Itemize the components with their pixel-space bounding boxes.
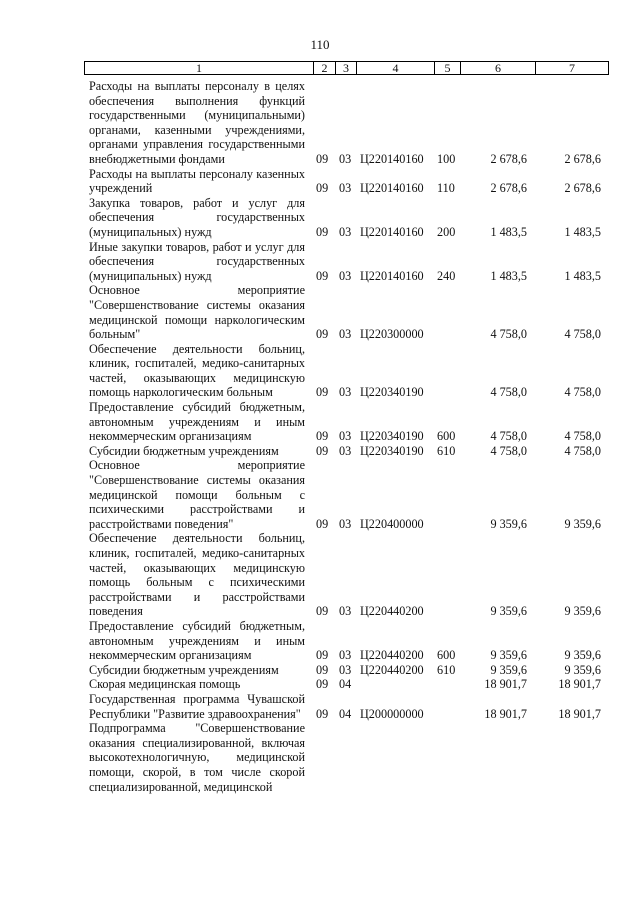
row-sum-2: 18 901,7 (558, 677, 601, 692)
row-section: 09 (316, 662, 329, 677)
row-sum-2: 1 483,5 (564, 268, 601, 283)
table-row (0, 240, 640, 284)
row-expense-type: 100 (437, 151, 456, 166)
row-subsection: 03 (339, 181, 352, 196)
row-section: 09 (316, 677, 329, 692)
header-col-3: 3 (335, 61, 356, 75)
row-subsection: 03 (339, 516, 352, 531)
row-subsection: 03 (339, 648, 352, 663)
row-sum-1: 9 359,6 (490, 516, 527, 531)
row-name: Подпрограмма "Совершенствование оказания специализированной, включая высокотехнологичную, медицинской помощи, скорой, в том числе скорой специализированной, медицинской (89, 721, 305, 794)
row-name: Государственная программа Чувашской Республики "Развитие здравоохранения" (89, 691, 305, 721)
row-name: Субсидии бюджетным учреждениям (89, 662, 279, 677)
row-sum-1: 18 901,7 (484, 677, 527, 692)
row-name: Предоставление субсидий бюджетным, автономным учреждениям и иным некоммерческим организациям (89, 400, 305, 444)
table-row (0, 458, 640, 531)
page-number: 110 (310, 37, 330, 52)
row-sum-1: 9 359,6 (490, 648, 527, 663)
row-sum-1: 4 758,0 (490, 443, 527, 458)
row-section: 09 (316, 224, 329, 239)
header-col-6: 6 (460, 61, 535, 75)
row-sum-1: 9 359,6 (490, 662, 527, 677)
row-sum-1: 4 758,0 (490, 327, 527, 342)
row-section: 09 (316, 443, 329, 458)
row-sum-1: 2 678,6 (490, 181, 527, 196)
header-col-4: 4 (356, 61, 434, 75)
row-section: 09 (316, 706, 329, 721)
row-subsection: 03 (339, 224, 352, 239)
row-subsection: 03 (339, 429, 352, 444)
row-sum-2: 4 758,0 (564, 327, 601, 342)
row-sum-2: 2 678,6 (564, 151, 601, 166)
row-target-code: Ц220140160 (360, 268, 424, 283)
row-sum-1: 4 758,0 (490, 385, 527, 400)
table-row (0, 677, 640, 692)
header-col-2: 2 (313, 61, 335, 75)
row-section: 09 (316, 268, 329, 283)
row-name: Расходы на выплаты персоналу казенных учреждений (89, 166, 305, 196)
row-subsection: 04 (339, 706, 352, 721)
row-target-code: Ц220140160 (360, 181, 424, 196)
row-target-code: Ц220300000 (360, 327, 424, 342)
header-col-7: 7 (535, 61, 609, 75)
row-sum-2: 9 359,6 (564, 648, 601, 663)
row-section: 09 (316, 516, 329, 531)
row-target-code: Ц220440200 (360, 662, 424, 677)
row-subsection: 03 (339, 268, 352, 283)
row-expense-type: 110 (437, 181, 455, 196)
table-row (0, 283, 640, 341)
row-name: Основное мероприятие "Совершенствование системы оказания медицинской помощи наркологическим больным" (89, 283, 305, 342)
row-sum-2: 9 359,6 (564, 662, 601, 677)
row-target-code: Ц220440200 (360, 648, 424, 663)
row-expense-type: 610 (437, 443, 456, 458)
row-name: Обеспечение деятельности больниц, клиник, госпиталей, медико-санитарных частей, оказывающих медицинскую помощь наркологическим больным (89, 341, 305, 400)
row-section: 09 (316, 181, 329, 196)
row-section: 09 (316, 327, 329, 342)
row-sum-1: 4 758,0 (490, 429, 527, 444)
row-sum-2: 4 758,0 (564, 385, 601, 400)
row-target-code: Ц220340190 (360, 429, 424, 444)
row-subsection: 03 (339, 604, 352, 619)
table-row (0, 692, 640, 721)
row-target-code: Ц220340190 (360, 385, 424, 400)
table-body (0, 79, 640, 794)
row-section: 09 (316, 648, 329, 663)
row-sum-1: 2 678,6 (490, 151, 527, 166)
row-expense-type: 600 (437, 429, 456, 444)
row-name: Скорая медицинская помощь (89, 677, 241, 692)
row-section: 09 (316, 151, 329, 166)
row-name: Предоставление субсидий бюджетным, автономным учреждениям и иным некоммерческим организациям (89, 618, 305, 663)
row-section: 09 (316, 604, 329, 619)
row-subsection: 03 (339, 443, 352, 458)
row-target-code: Ц220340190 (360, 443, 424, 458)
row-subsection: 04 (339, 677, 352, 692)
row-sum-2: 18 901,7 (558, 706, 601, 721)
table-row (0, 196, 640, 240)
row-name: Расходы на выплаты персоналу в целях обеспечения выполнения функций государственными (муниципальными) органами, казенными учреждениями, органами управления государственными внебюджетными фондами (89, 79, 305, 166)
row-sum-2: 1 483,5 (564, 224, 601, 239)
row-sum-2: 2 678,6 (564, 181, 601, 196)
row-target-code: Ц220440200 (360, 604, 424, 619)
header-col-1: 1 (84, 61, 313, 75)
row-target-code: Ц220140160 (360, 224, 424, 239)
row-name: Иные закупки товаров, работ и услуг для обеспечения государственных (муниципальных) нужд (89, 239, 305, 283)
table-row (0, 721, 640, 794)
table-row (0, 342, 640, 400)
row-sum-2: 4 758,0 (564, 429, 601, 444)
row-expense-type: 600 (437, 648, 456, 663)
table-row (0, 444, 640, 459)
row-sum-2: 4 758,0 (564, 443, 601, 458)
table-row (0, 663, 640, 678)
row-sum-2: 9 359,6 (564, 604, 601, 619)
row-subsection: 03 (339, 662, 352, 677)
row-name: Основное мероприятие "Совершенствование системы оказания медицинской помощи больным с психическими расстройствами и расстройствами поведения" (89, 458, 305, 531)
table-row (0, 167, 640, 196)
row-expense-type: 240 (437, 268, 456, 283)
row-section: 09 (316, 385, 329, 400)
table-row (0, 619, 640, 663)
row-sum-1: 1 483,5 (490, 268, 527, 283)
row-target-code: Ц220140160 (360, 151, 424, 166)
row-name: Субсидии бюджетным учреждениям (89, 443, 279, 458)
row-sum-2: 9 359,6 (564, 516, 601, 531)
row-section: 09 (316, 429, 329, 444)
table-row (0, 531, 640, 619)
row-name: Обеспечение деятельности больниц, клиник, госпиталей, медико-санитарных частей, оказывающих медицинскую помощь больным с психическими расстройствами и расстройствами поведения (89, 531, 305, 619)
table-row (0, 79, 640, 167)
row-expense-type: 610 (437, 662, 456, 677)
row-subsection: 03 (339, 151, 352, 166)
row-subsection: 03 (339, 385, 352, 400)
row-sum-1: 1 483,5 (490, 224, 527, 239)
row-subsection: 03 (339, 327, 352, 342)
row-target-code: Ц200000000 (360, 706, 424, 721)
row-sum-1: 9 359,6 (490, 604, 527, 619)
row-target-code: Ц220400000 (360, 516, 424, 531)
row-expense-type: 200 (437, 224, 456, 239)
header-col-5: 5 (434, 61, 460, 75)
row-sum-1: 18 901,7 (484, 706, 527, 721)
table-row (0, 400, 640, 444)
row-name: Закупка товаров, работ и услуг для обеспечения государственных (муниципальных) нужд (89, 195, 305, 239)
